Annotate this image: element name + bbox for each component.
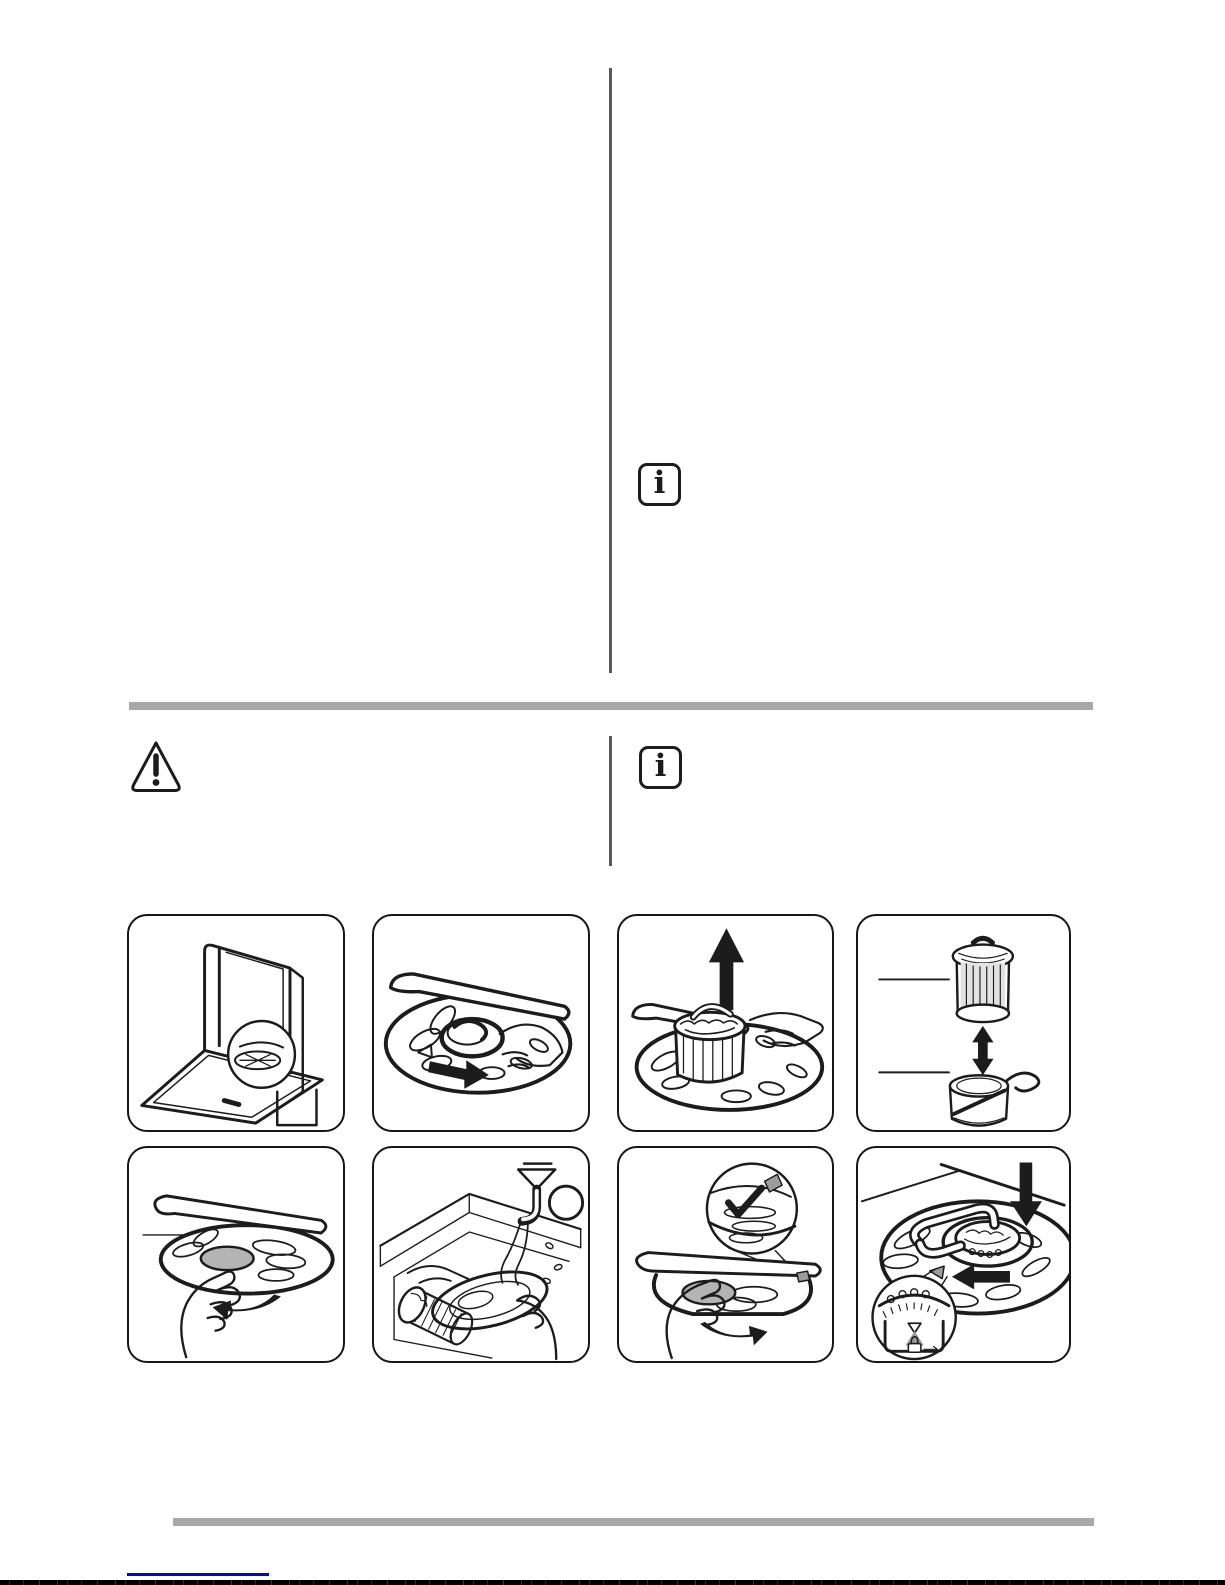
warning-triangle-icon — [130, 739, 182, 793]
step-3-illustration — [619, 916, 832, 1130]
flat-filter — [683, 1281, 736, 1304]
lock-icon — [908, 1344, 921, 1353]
warning-icon — [130, 739, 182, 793]
curved-arrow-left-icon — [213, 1295, 281, 1320]
rotate-arrow-icon — [428, 1060, 489, 1088]
coarse-filter-hook — [1005, 1073, 1039, 1091]
filter-cap — [675, 1012, 745, 1039]
down-arrow-icon — [1010, 1163, 1042, 1227]
water-stream — [501, 1224, 520, 1283]
hand — [750, 1013, 823, 1046]
step-6-illustration — [374, 1148, 588, 1361]
info-icon-glyph: i — [653, 465, 666, 501]
info-icon-glyph: i — [654, 748, 667, 784]
filter-cap — [956, 1222, 1020, 1255]
info-icon — [639, 746, 682, 789]
figure-step-2 — [372, 914, 590, 1132]
step-2-illustration — [374, 916, 588, 1130]
figure-step-7 — [617, 1146, 834, 1363]
up-arrow-icon — [709, 928, 744, 1010]
figure-step-8 — [856, 1146, 1071, 1363]
spray-arm — [391, 974, 569, 1019]
curved-arrow-right-icon — [700, 1322, 767, 1345]
figure-step-3 — [617, 914, 834, 1132]
step-1-illustration — [129, 916, 343, 1130]
double-arrow-icon — [972, 1026, 993, 1075]
magnifier-circle — [228, 1021, 295, 1088]
figure-step-1 — [127, 914, 345, 1132]
flat-filter — [427, 1262, 553, 1340]
spray-arm — [155, 1196, 326, 1233]
figure-step-6 — [372, 1146, 590, 1363]
fine-filter — [394, 1283, 431, 1327]
step-7-illustration — [619, 1148, 832, 1361]
filter-handle — [454, 1021, 486, 1040]
column-divider-middle — [609, 736, 612, 866]
step-5-illustration — [129, 1148, 343, 1361]
flat-filter — [201, 1247, 254, 1270]
step-8-illustration — [858, 1148, 1069, 1361]
magnifier-circle — [707, 1164, 797, 1254]
section-rule-top — [129, 702, 1093, 710]
column-divider-top — [609, 68, 612, 673]
figure-step-4 — [856, 914, 1071, 1132]
step-4-illustration — [858, 916, 1069, 1130]
info-icon — [638, 463, 681, 506]
scan-edge-artifact — [0, 1580, 1225, 1585]
spray-arm — [637, 1253, 821, 1276]
link-underline — [127, 1573, 269, 1576]
figure-step-5 — [127, 1146, 345, 1363]
alignment-marker — [930, 1266, 945, 1279]
section-rule-bottom — [173, 1518, 1094, 1526]
